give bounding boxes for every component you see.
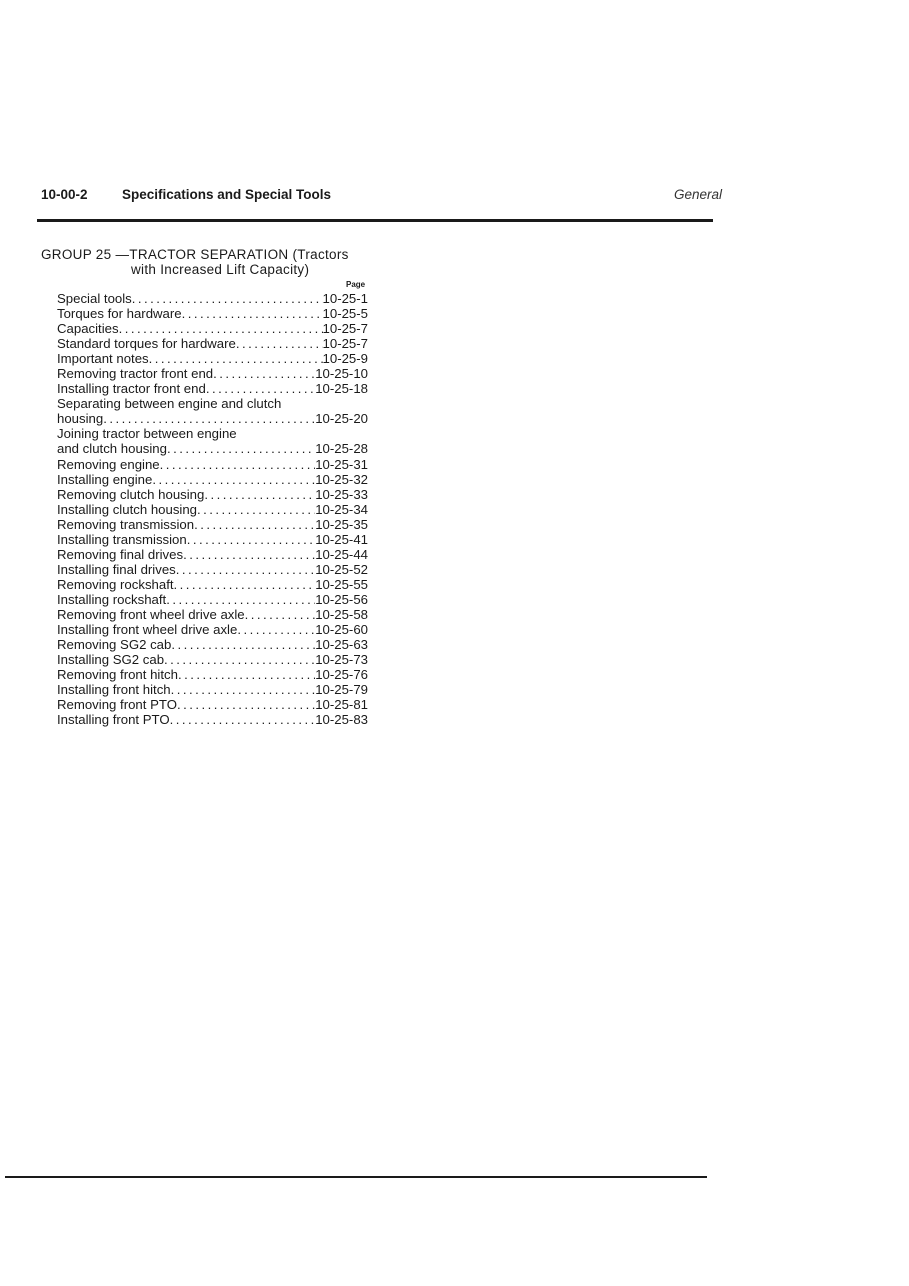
dot-leader xyxy=(167,441,315,456)
toc-entry-page: 10-25-55 xyxy=(315,576,368,592)
dot-leader xyxy=(149,351,323,366)
dot-leader xyxy=(194,517,315,532)
header-rule xyxy=(37,219,713,222)
toc-entry-page: 10-25-31 xyxy=(315,456,368,472)
toc-entry xyxy=(57,321,368,336)
toc-entry xyxy=(57,562,368,577)
toc-entry xyxy=(57,396,368,426)
toc-entry xyxy=(57,712,368,727)
toc-entry-label: Torques for hardware xyxy=(57,306,182,322)
toc-entry-label: Installing clutch housing xyxy=(57,501,198,517)
dot-leader xyxy=(204,487,315,502)
toc-entry xyxy=(57,682,368,697)
toc-entry xyxy=(57,607,368,622)
toc-entry-page: 10-25-20 xyxy=(315,411,368,427)
toc-entry xyxy=(57,577,368,592)
dot-leader xyxy=(197,502,315,517)
toc-entry-page: 10-25-41 xyxy=(315,531,368,547)
toc-entry-page: 10-25-32 xyxy=(315,471,368,487)
dot-leader xyxy=(178,667,315,682)
toc-entry-page: 10-25-33 xyxy=(315,486,368,502)
page-number: 10-00-2 xyxy=(41,187,88,202)
toc-entry-label-line1: Joining tractor between engine xyxy=(57,426,237,442)
dot-leader xyxy=(103,411,315,426)
toc-entry xyxy=(57,472,368,487)
toc-entry-label: Installing rockshaft xyxy=(57,591,167,607)
dot-leader xyxy=(171,682,316,697)
toc-entry xyxy=(57,637,368,652)
toc-entry-label: and clutch housing xyxy=(57,441,167,457)
toc-entry xyxy=(57,487,368,502)
toc-entry xyxy=(57,532,368,547)
toc-entry-page: 10-25-60 xyxy=(315,622,368,638)
toc-entry-label: Removing final drives xyxy=(57,546,184,562)
toc-entry xyxy=(57,381,368,396)
toc-entry xyxy=(57,306,368,321)
toc-entry-label: Removing rockshaft xyxy=(57,576,174,592)
toc-entry-page: 10-25-83 xyxy=(315,712,368,728)
toc-entry-label: Installing final drives xyxy=(57,561,176,577)
table-of-contents xyxy=(57,291,368,727)
toc-entry xyxy=(57,517,368,532)
toc-entry-page: 10-25-7 xyxy=(322,336,368,352)
dot-leader xyxy=(164,652,315,667)
toc-entry-page: 10-25-1 xyxy=(322,291,368,306)
toc-entry-label: Special tools xyxy=(57,291,132,306)
dot-leader xyxy=(174,577,316,592)
toc-entry xyxy=(57,547,368,562)
toc-entry-page: 10-25-79 xyxy=(315,682,368,698)
dot-leader xyxy=(152,472,315,487)
toc-entry-label: Installing transmission xyxy=(57,531,187,547)
group-heading xyxy=(41,247,349,277)
toc-entry-label: Removing transmission xyxy=(57,516,195,532)
toc-entry xyxy=(57,336,368,351)
toc-entry-label-line1: Separating between engine and clutch xyxy=(57,396,282,412)
toc-entry-label: housing xyxy=(57,411,104,427)
dot-leader xyxy=(213,366,315,381)
toc-entry-label: Standard torques for hardware xyxy=(57,336,236,352)
dot-leader xyxy=(176,562,315,577)
toc-entry-page: 10-25-76 xyxy=(315,667,368,683)
toc-entry xyxy=(57,502,368,517)
toc-entry xyxy=(57,667,368,682)
toc-entry-page: 10-25-35 xyxy=(315,516,368,532)
toc-entry-label: Installing front hitch xyxy=(57,682,171,698)
toc-entry xyxy=(57,426,368,456)
dot-leader xyxy=(183,547,315,562)
dot-leader xyxy=(160,457,316,472)
toc-entry-label: Removing front hitch xyxy=(57,667,178,683)
page-title: Specifications and Special Tools xyxy=(122,187,332,202)
toc-entry-page: 10-25-56 xyxy=(315,591,368,607)
dot-leader xyxy=(187,532,315,547)
toc-entry-page: 10-25-52 xyxy=(315,561,368,577)
toc-entry-label: Removing clutch housing xyxy=(57,486,205,502)
toc-entry xyxy=(57,351,368,366)
toc-entry-label: Removing SG2 cab xyxy=(57,637,172,653)
toc-entry xyxy=(57,291,368,306)
toc-entry-label: Removing engine xyxy=(57,456,160,472)
toc-entry xyxy=(57,652,368,667)
dot-leader xyxy=(119,321,323,336)
dot-leader xyxy=(206,381,315,396)
toc-entry-label: Installing SG2 cab xyxy=(57,652,165,668)
page-column-label: Page xyxy=(346,280,366,289)
group-heading-line2: with Increased Lift Capacity) xyxy=(131,262,310,277)
toc-entry-page: 10-25-81 xyxy=(315,697,368,713)
toc-entry xyxy=(57,622,368,637)
dot-leader xyxy=(177,697,315,712)
section-name: General xyxy=(674,187,723,202)
toc-entry-label: Capacities xyxy=(57,321,119,337)
toc-entry-label: Installing tractor front end xyxy=(57,381,206,397)
toc-entry-page: 10-25-28 xyxy=(315,441,368,457)
toc-entry-label: Installing engine xyxy=(57,471,153,487)
toc-entry-page: 10-25-34 xyxy=(315,501,368,517)
toc-entry-page: 10-25-73 xyxy=(315,652,368,668)
dot-leader xyxy=(132,291,323,306)
toc-entry-label: Installing front wheel drive axle xyxy=(57,622,238,638)
toc-entry-page: 10-25-7 xyxy=(322,321,368,337)
toc-entry-label: Important notes xyxy=(57,351,149,367)
toc-entry-label: Removing front PTO xyxy=(57,697,177,713)
toc-entry-page: 10-25-10 xyxy=(315,366,368,382)
footer-rule xyxy=(5,1176,707,1178)
dot-leader xyxy=(182,306,323,321)
toc-entry-page: 10-25-18 xyxy=(315,381,368,397)
toc-entry xyxy=(57,592,368,607)
toc-entry xyxy=(57,697,368,712)
toc-entry xyxy=(57,457,368,472)
toc-entry-page: 10-25-5 xyxy=(322,306,368,322)
dot-leader xyxy=(171,637,315,652)
dot-leader xyxy=(237,622,315,637)
dot-leader xyxy=(236,336,323,351)
dot-leader xyxy=(170,712,316,727)
toc-entry-label: Removing tractor front end xyxy=(57,366,214,382)
group-heading-line1: GROUP 25 —TRACTOR SEPARATION (Tractors xyxy=(41,247,349,262)
toc-entry-page: 10-25-44 xyxy=(315,546,368,562)
toc-entry-label: Removing front wheel drive axle xyxy=(57,606,245,622)
dot-leader xyxy=(166,592,315,607)
dot-leader xyxy=(245,607,316,622)
toc-entry-page: 10-25-9 xyxy=(322,351,368,367)
toc-entry xyxy=(57,366,368,381)
toc-entry-page: 10-25-63 xyxy=(315,637,368,653)
toc-entry-label: Installing front PTO xyxy=(57,712,170,728)
toc-entry-page: 10-25-58 xyxy=(315,606,368,622)
